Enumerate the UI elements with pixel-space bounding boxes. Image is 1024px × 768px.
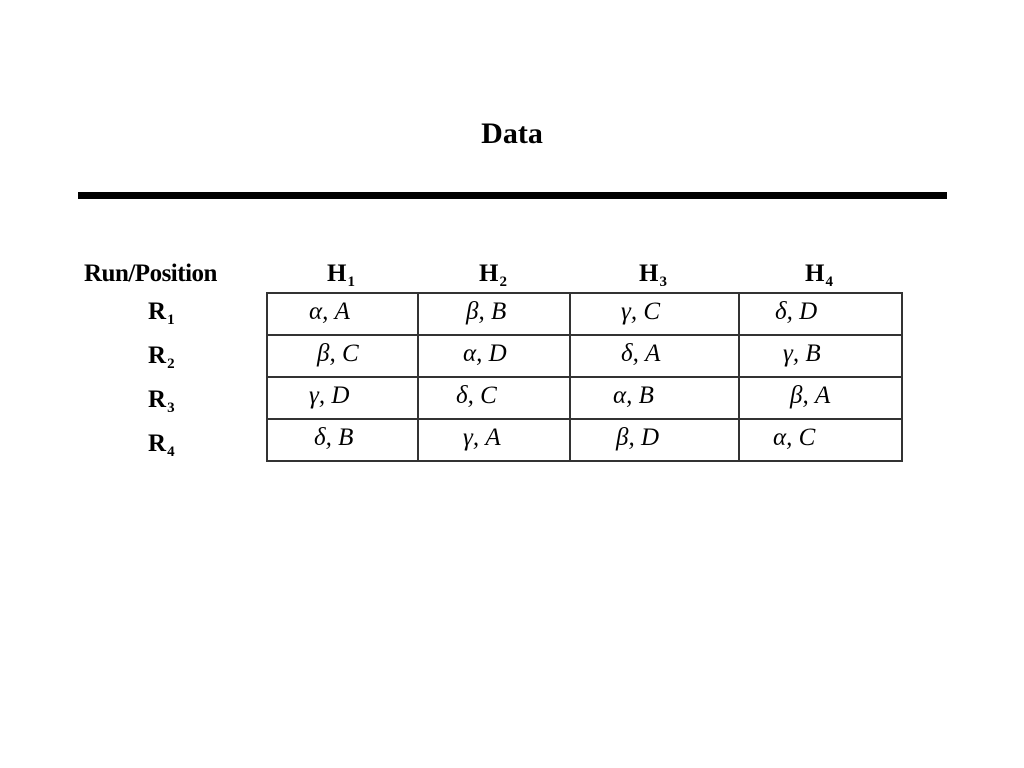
table-cell: γ, C [570,293,739,335]
table-cell: δ, C [418,377,570,419]
column-header-h2: $H_2$ [479,260,507,290]
column-header-h3: $H_3$ [639,260,667,290]
column-header-h1: $H_1$ [327,260,355,290]
table-row [267,335,902,377]
table-cell: δ, B [267,419,418,461]
row-header-r3: $R_3$ [148,386,175,416]
table-cell: β, B [418,293,570,335]
table-cell: γ, A [418,419,570,461]
corner-label: Run/Position [84,260,217,287]
data-table [266,292,903,462]
table-cell: β, A [739,377,902,419]
column-header-h4: $H_4$ [805,260,833,290]
table-row [267,419,902,461]
table-cell: δ, D [739,293,902,335]
table-cell: γ, D [267,377,418,419]
table-row [267,293,902,335]
table-cell: α, C [739,419,902,461]
table-cell: β, D [570,419,739,461]
table-cell: α, D [418,335,570,377]
title-divider [78,192,947,199]
row-header-r2: $R_2$ [148,342,175,372]
row-header-r4: $R_4$ [148,430,175,460]
row-header-r1: $R_1$ [148,298,175,328]
table-row [267,377,902,419]
table-cell: α, A [267,293,418,335]
page-title: Data [481,117,543,150]
table-cell: α, B [570,377,739,419]
table-cell: γ, B [739,335,902,377]
table-cell: δ, A [570,335,739,377]
table-cell: β, C [267,335,418,377]
